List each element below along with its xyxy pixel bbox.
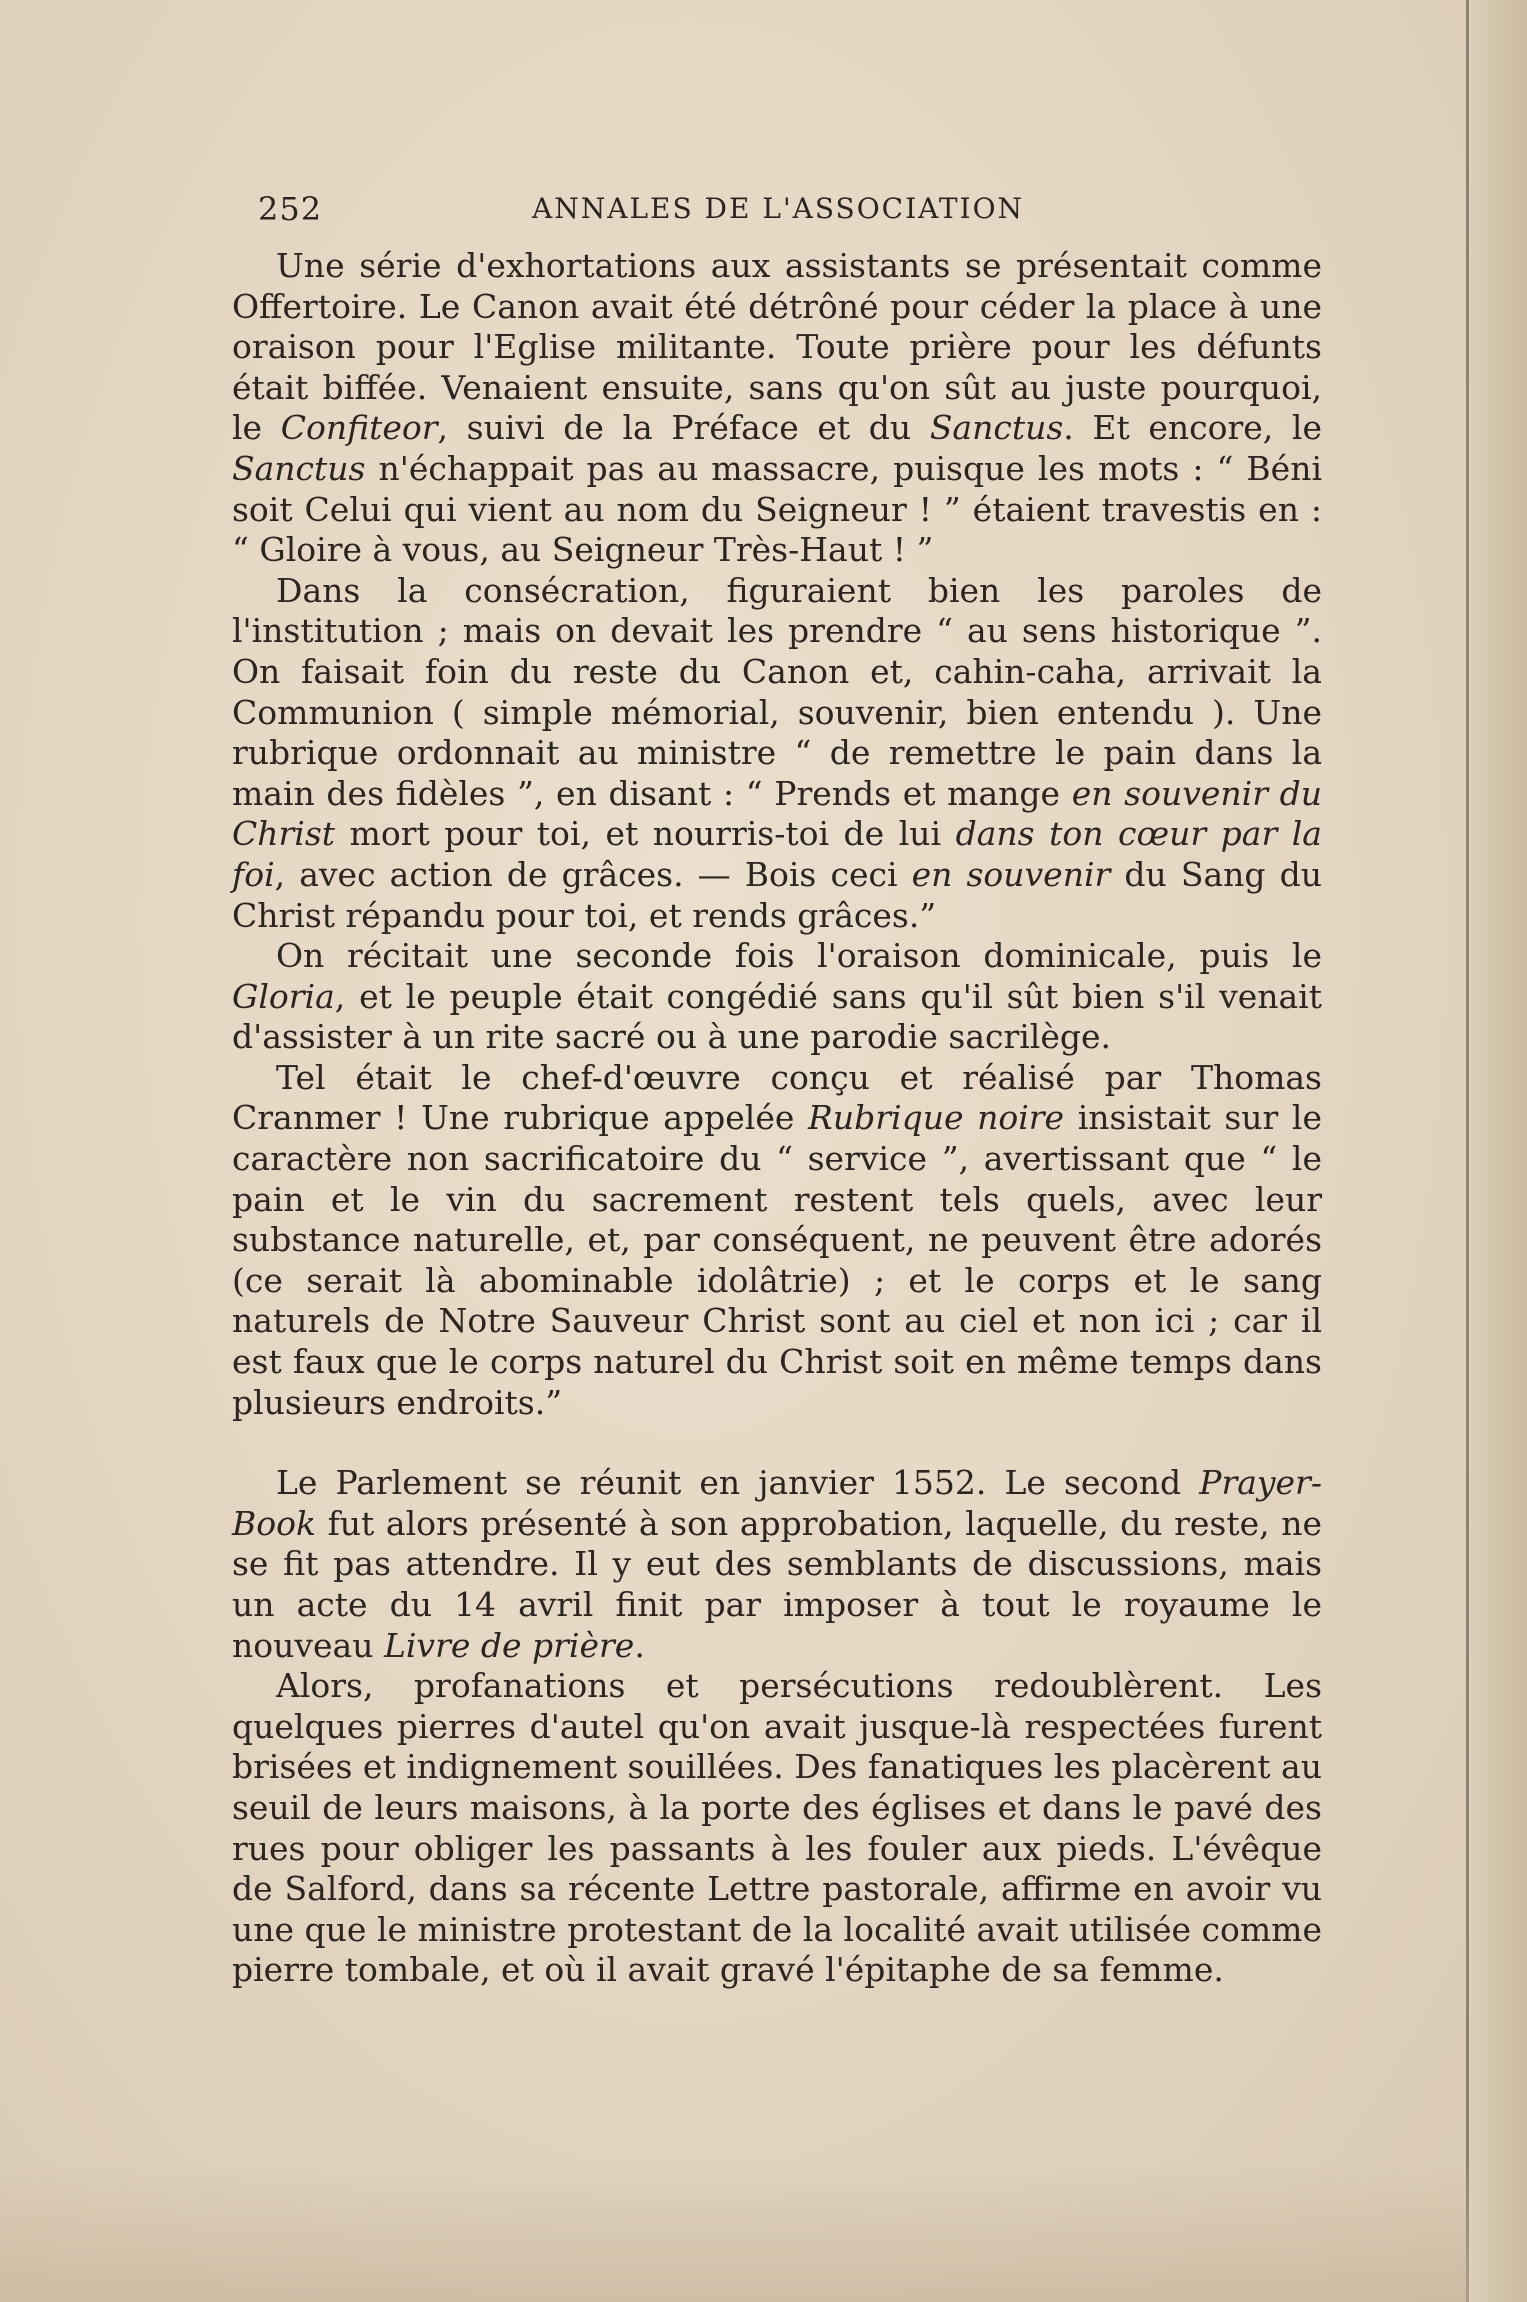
italic-run: Gloria bbox=[232, 976, 335, 1016]
text-run: , suivi de la Préface et du bbox=[437, 408, 930, 448]
text-run: mort pour toi, et nourris-toi de lui bbox=[335, 814, 956, 854]
text-block bbox=[232, 190, 1322, 1991]
text-run: , avec action de grâces. — Bois ceci bbox=[274, 854, 912, 894]
running-head bbox=[232, 190, 1322, 246]
page-number: 252 bbox=[258, 190, 323, 228]
text-run: . bbox=[634, 1625, 645, 1665]
paragraph-2 bbox=[232, 571, 1322, 936]
text-run: Tel était le chef-d'œuvre conçu et réalisé par Thomas Cranmer ! Une rubrique appelée bbox=[232, 1057, 1322, 1138]
page-edge bbox=[1466, 0, 1527, 2302]
paragraph-1 bbox=[232, 246, 1322, 571]
italic-run: Prayer-Book bbox=[232, 1463, 1322, 1543]
text-run: On récitait une seconde fois l'oraison dominicale, puis le bbox=[276, 936, 1322, 976]
italic-run: dans ton cœur par la foi bbox=[232, 814, 1322, 894]
paragraph-5 bbox=[232, 1463, 1322, 1666]
text-run: . Et encore, le bbox=[1063, 408, 1323, 448]
text-run: Dans la consécration, figuraient bien les paroles de l'institution ; mais on devait les prendre “ au sens historique ”. On faisait foin du reste du Canon et, cahin-caha, arrivait la Communion ( simple mémorial, souvenir, bien entendu ). Une rubrique ordonnait au ministre “ de remettre le pain dans la main des fidèles ”, en disant : “ Prends et mange bbox=[232, 570, 1322, 813]
text-run: fut alors présenté à son approbation, laquelle, du reste, ne se fit pas attendre. Il y eut des semblants de discussions, mais un acte du 14 avril finit par imposer à tout le royaume le nouveau bbox=[232, 1503, 1322, 1665]
italic-run: en souvenir du Christ bbox=[232, 773, 1323, 854]
text-run: du Sang du Christ répandu pour toi, et rends grâces.” bbox=[232, 854, 1322, 935]
paragraph-3 bbox=[232, 936, 1322, 1058]
text-run: Le Parlement se réunit en janvier 1552. Le second bbox=[276, 1463, 1200, 1503]
page-shadow bbox=[0, 2162, 1469, 2302]
text-run: , et le peuple était congédié sans qu'il sût bien s'il venait d'assister à un rite sacré ou à une parodie sacrilège. bbox=[232, 976, 1322, 1057]
paragraph-6 bbox=[232, 1666, 1322, 1991]
italic-run: Sanctus bbox=[929, 408, 1064, 448]
italic-run: en souvenir bbox=[911, 854, 1111, 894]
text-run: Alors, profanations et persécutions redoublèrent. Les quelques pierres d'autel qu'on avait jusque-là respectées furent brisées et indignement souillées. Des fanatiques les placèrent au seuil de leurs maisons, à la porte des églises et dans le pavé des rues pour obliger les passants à les fouler aux pieds. L'évêque de Salford, dans sa récente Lettre pastorale, affirme en avoir vu une que le ministre protestant de la localité avait utilisée comme pierre tombale, et où il avait gravé l'épitaphe de sa femme. bbox=[232, 1666, 1322, 1990]
italic-run: Sanctus bbox=[232, 448, 366, 488]
running-title: ANNALES DE L'ASSOCIATION bbox=[532, 192, 1025, 225]
italic-run: Rubrique noire bbox=[808, 1098, 1065, 1138]
text-run: insistait sur le caractère non sacrificatoire du “ service ”, avertissant que “ le pain et le vin du sacrement restent tels quels, avec leur substance naturelle, et, par conséquent, ne peuvent être adorés (ce serait là abominable idolâtrie) ; et le corps et le sang naturels de Notre Sauveur Christ sont au ciel et non ici ; car il est faux que le corps naturel du Christ soit en même temps dans plusieurs endroits.” bbox=[232, 1098, 1323, 1422]
italic-run: Livre de prière bbox=[383, 1625, 635, 1665]
italic-run: Confiteor bbox=[280, 408, 438, 448]
paragraph-4 bbox=[232, 1058, 1322, 1423]
text-run: n'échappait pas au massacre, puisque les mots : “ Béni soit Celui qui vient au nom du Seigneur ! ” étaient travestis en : “ Gloire à vous, au Seigneur Très-Haut ! ” bbox=[232, 448, 1322, 570]
text-run: Une série d'exhortations aux assistants se présentait comme Offertoire. Le Canon avait été détrôné pour céder la place à une oraison pour l'Eglise militante. Toute prière pour les défunts était biffée. Venaient ensuite, sans qu'on sût au juste pourquoi, le bbox=[232, 246, 1322, 448]
